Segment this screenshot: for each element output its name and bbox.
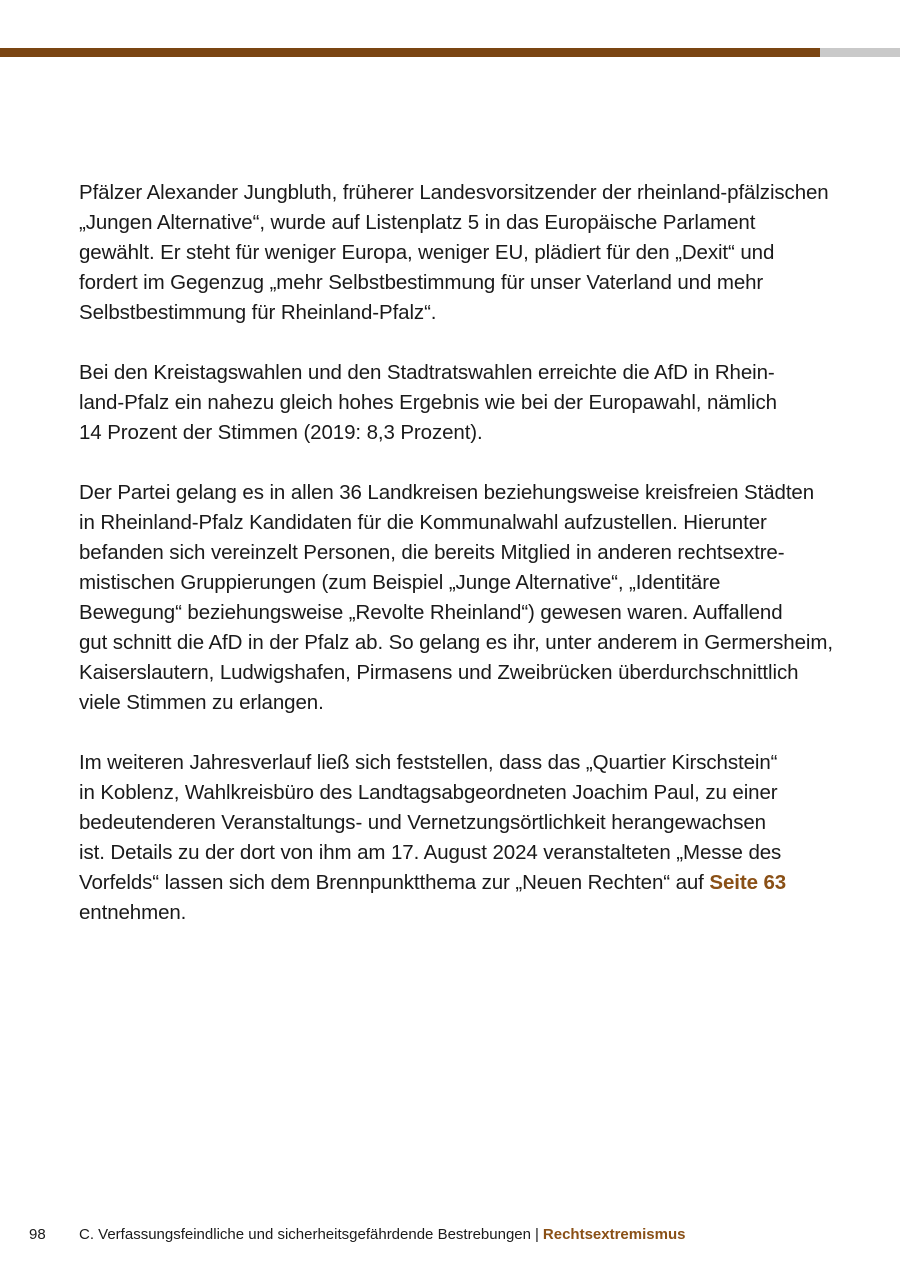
paragraph-line: gewählt. Er steht für weniger Europa, weniger EU, plädiert für den „Dexit“ und xyxy=(79,241,775,264)
paragraph-line: land-Pfalz ein nahezu gleich hohes Ergebnis wie bei der Europawahl, nämlich xyxy=(79,391,777,414)
paragraph-2 xyxy=(79,358,827,448)
paragraph-line: Kaiserslautern, Ludwigshafen, Pirmasens und Zweibrücken überdurchschnittlich xyxy=(79,661,799,684)
page-footer xyxy=(0,1223,900,1247)
paragraph-line: Bewegung“ beziehungsweise „Revolte Rheinland“) gewesen waren. Auffallend xyxy=(79,601,783,624)
footer-separator: | xyxy=(534,1226,539,1243)
paragraph-line: in Rheinland-Pfalz Kandidaten für die Kommunalwahl aufzustellen. Hierunter xyxy=(79,511,767,534)
paragraph-1 xyxy=(79,178,827,328)
paragraph-line: ist. Details zu der dort von ihm am 17. August 2024 veranstalteten „Messe des xyxy=(79,841,782,864)
paragraph-3 xyxy=(79,478,833,718)
paragraph-line: befanden sich vereinzelt Personen, die bereits Mitglied in anderen rechtsextre- xyxy=(79,541,785,564)
paragraph-line: in Koblenz, Wahlkreisbüro des Landtagsabgeordneten Joachim Paul, zu einer xyxy=(79,781,778,804)
paragraph-line: entnehmen. xyxy=(79,901,187,924)
footer-section: Rechtsextremismus xyxy=(542,1226,686,1243)
paragraph-4 xyxy=(79,748,827,928)
footer-running-title xyxy=(79,1223,685,1247)
header-rule-grey xyxy=(820,48,900,57)
main-text xyxy=(79,178,833,958)
paragraph-line: 14 Prozent der Stimmen (2019: 8,3 Prozent). xyxy=(79,421,483,444)
paragraph-line: Bei den Kreistagswahlen und den Stadtratswahlen erreichte die AfD in Rhein- xyxy=(79,361,775,384)
paragraph-line: fordert im Gegenzug „mehr Selbstbestimmung für unser Vaterland und mehr xyxy=(79,271,764,294)
paragraph-line: viele Stimmen zu erlangen. xyxy=(79,691,324,714)
page-number: 98 xyxy=(29,1226,46,1243)
paragraph-line: mistischen Gruppierungen (zum Beispiel „Junge Alternative“, „Identitäre xyxy=(79,571,721,594)
paragraph-line: Der Partei gelang es in allen 36 Landkreisen beziehungsweise kreisfreien Städten xyxy=(79,481,815,504)
paragraph-line-text: Vorfelds“ lassen sich dem Brennpunktthema zur „Neuen Rechten“ auf xyxy=(79,871,710,894)
header-rule-brown xyxy=(0,48,820,57)
paragraph-line: „Jungen Alternative“, wurde auf Listenplatz 5 in das Europäische Parlament xyxy=(79,211,756,234)
paragraph-line: Selbstbestimmung für Rheinland-Pfalz“. xyxy=(79,301,437,324)
paragraph-line-with-link xyxy=(79,868,827,898)
paragraph-line: gut schnitt die AfD in der Pfalz ab. So gelang es ihr, unter anderem in Germersheim, xyxy=(79,631,833,654)
paragraph-line: Pfälzer Alexander Jungbluth, früherer Landesvorsitzender der rheinland-pfälzischen xyxy=(79,181,829,204)
page-reference-link[interactable]: Seite 63 xyxy=(709,871,787,894)
footer-chapter: C. Verfassungsfeindliche und sicherheitsgefährdende Bestrebungen xyxy=(79,1226,531,1243)
header-rule xyxy=(0,48,900,57)
paragraph-line: bedeutenderen Veranstaltungs- und Vernetzungsörtlichkeit herangewachsen xyxy=(79,811,766,834)
paragraph-line: Im weiteren Jahresverlauf ließ sich feststellen, dass das „Quartier Kirschstein“ xyxy=(79,751,778,774)
